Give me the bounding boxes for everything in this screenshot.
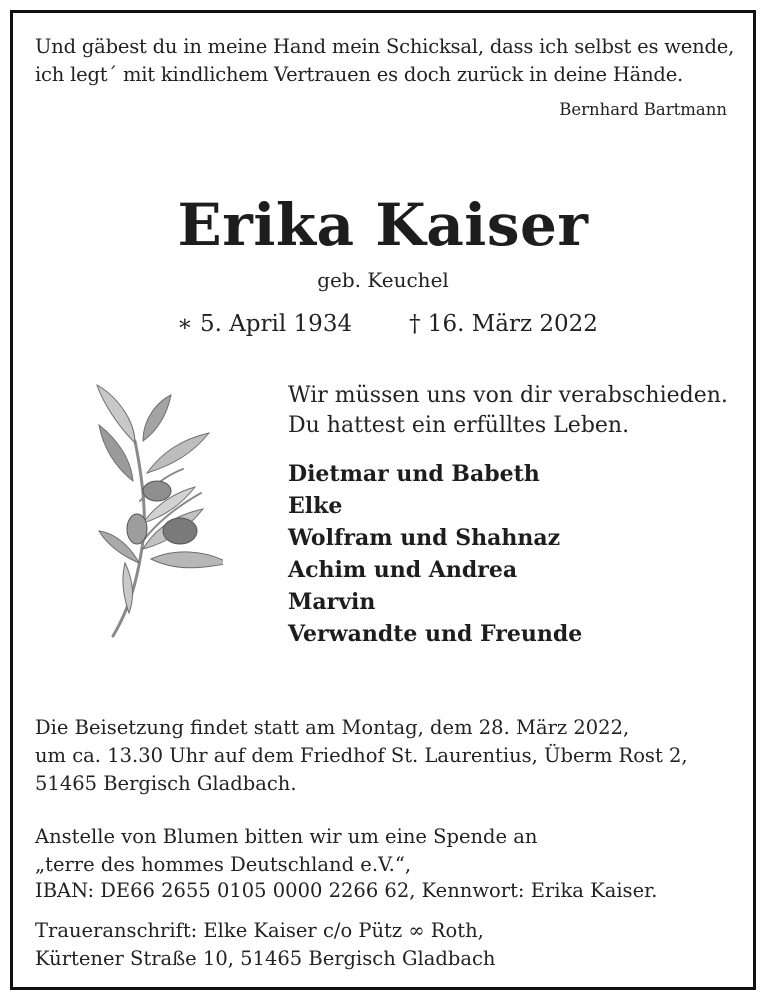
mourner-1: Dietmar und Babeth <box>288 461 540 487</box>
funeral-line-2: um ca. 13.30 Uhr auf dem Friedhof St. Laurentius, Überm Rost 2, <box>35 744 688 767</box>
funeral-line-1: Die Beisetzung findet statt am Montag, dem 28. März 2022, <box>35 716 630 739</box>
mourner-4: Achim und Andrea <box>288 557 518 583</box>
donation-line-3: IBAN: DE66 2655 0105 0000 2266 62, Kennwort: Erika Kaiser. <box>35 879 658 902</box>
mourner-5: Marvin <box>288 589 376 615</box>
olive-branch-icon <box>83 381 223 641</box>
donation-line-1: Anstelle von Blumen bitten wir um eine Spende an <box>35 825 538 848</box>
mourner-6: Verwandte und Freunde <box>288 621 583 647</box>
mourner-3: Wolfram und Shahnaz <box>288 525 561 551</box>
donation-line-2: „terre des hommes Deutschland e.V.“, <box>35 853 412 876</box>
motto-author: Bernhard Bartmann <box>559 100 727 119</box>
deceased-name: Erika Kaiser <box>177 191 589 259</box>
farewell-line-2: Du hattest ein erfülltes Leben. <box>288 413 630 438</box>
address-line-2: Kürtener Straße 10, 51465 Bergisch Gladbach <box>35 947 496 970</box>
funeral-line-3: 51465 Bergisch Gladbach. <box>35 772 297 795</box>
farewell-line-1: Wir müssen uns von dir verabschieden. <box>288 383 728 408</box>
address-line-1: Traueranschrift: Elke Kaiser c/o Pütz ∞ Roth, <box>35 919 484 942</box>
motto-line-1: Und gäbest du in meine Hand mein Schicksal, dass ich selbst es wende, <box>35 35 735 58</box>
death-date: † 16. März 2022 <box>409 311 598 337</box>
obituary-notice <box>10 10 756 990</box>
birth-date: ∗ 5. April 1934 <box>177 311 353 337</box>
born-name: geb. Keuchel <box>317 268 449 292</box>
mourner-2: Elke <box>288 493 343 519</box>
motto-line-2: ich legt´ mit kindlichem Vertrauen es doch zurück in deine Hände. <box>35 63 684 86</box>
